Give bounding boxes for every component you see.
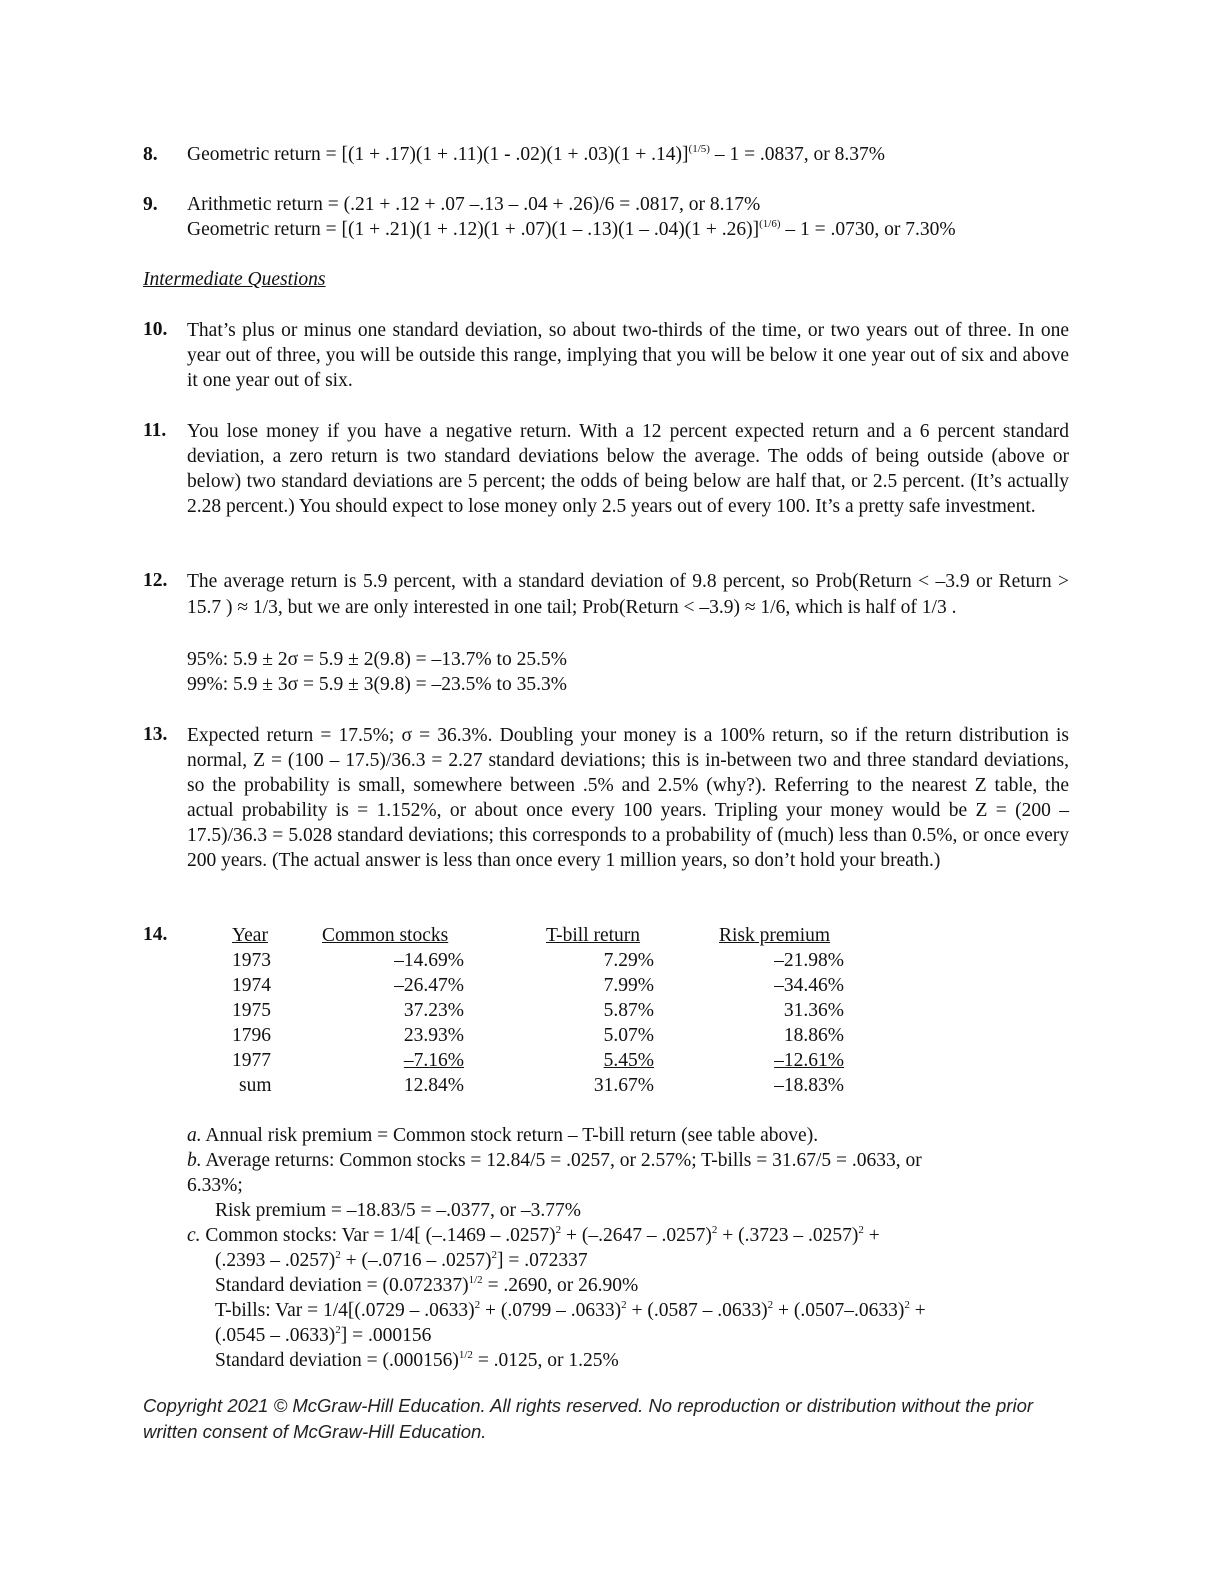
table-cell-stocks: 37.23% [403, 1000, 464, 1021]
table-cell-tbill: 5.87% [603, 1000, 654, 1021]
answer-14c-stocks-var: c. Common stocks: Var = 1/4[ (–.1469 – .0257)$^2$ + (–.2647 – .0257)$^2$ + (.3723 – .0257)$^2$ + [187, 1224, 880, 1246]
table-cell-premium: 18.86% [783, 1025, 844, 1046]
answer-10: That’s plus or minus one standard deviation, so about two-thirds of the time, or two years out of three. In one year out of three, you will be outside this range, implying that you will be below it one year out of six and above it one year out of six. [187, 320, 1069, 391]
answer-14b: b. Average returns: Common stocks = 12.84/5 = .0257, or 2.57%; T-bills = 31.67/5 = .0633, or [187, 1150, 922, 1171]
section-heading: Intermediate Questions [143, 269, 326, 290]
question-number-13: 13. [143, 724, 168, 745]
answer-14b-cont: 6.33%; [187, 1175, 243, 1196]
table-cell-tbill: 7.29% [603, 950, 654, 971]
table-cell-year: 1796 [232, 1025, 271, 1046]
question-number-12: 12. [143, 570, 168, 591]
table-cell-premium: –12.61% [774, 1050, 844, 1071]
answer-12-95: 95%: 5.9 ± 2σ = 5.9 ± 2(9.8) = –13.7% to 25.5% [187, 649, 567, 670]
table-cell-year: 1975 [232, 1000, 271, 1021]
question-number-8: 8. [143, 144, 158, 165]
answer-14c-stocks-var-cont: (.2393 – .0257)$^2$ + (–.0716 – .0257)$^2$] = .072337 [215, 1249, 588, 1271]
answer-13: Expected return = 17.5%; σ = 36.3%. Doubling your money is a 100% return, so if the return distribution is normal, Z = (100 – 17.5)/36.3 = 2.27 standard deviations; this is in-between two and three standard deviations, so the probability is small, somewhere between .5% and 2.5% (why?). Referring to the nearest Z table, the actual probability is = 1.152%, or about once every 100 years. Tripling your money would be Z = (200 – 17.5)/36.3 = 5.028 standard deviations; this corresponds to a probability of (much) less than 0.5%, or once every 200 years. (The actual answer is less than once every 1 million years, so don’t hold your breath.) [187, 725, 1069, 871]
answer-14a: a. Annual risk premium = Common stock return – T-bill return (see table above). [187, 1125, 819, 1146]
table-header-tbill: T-bill return [546, 925, 641, 946]
answer-14c-stocks-sd: Standard deviation = $(0.072337)^{1/2} = .2690$, or 26.90% [215, 1274, 639, 1296]
table-cell-stocks: –7.16% [403, 1050, 464, 1071]
answer-12: The average return is 5.9 percent, with a standard deviation of 9.8 percent, so Prob(Return < –3.9 or Return > 15.7 ) ≈ 1/3, but we are only interested in one tail; Prob(Return < –3.9) ≈ 1/6, which is half of 1/3 . [187, 571, 1069, 618]
table-cell-stocks: –14.69% [394, 950, 464, 971]
table-cell-premium: –18.83% [774, 1075, 844, 1096]
question-number-9: 9. [143, 194, 158, 215]
table-cell-premium: 31.36% [783, 1000, 844, 1021]
table-cell-year: 1973 [232, 950, 271, 971]
question-number-11: 11. [143, 420, 167, 441]
table-cell-tbill: 5.07% [603, 1025, 654, 1046]
answer-14c-tbills-sd: Standard deviation = $(.000156)^{1/2} = .0125$, or 1.25% [215, 1349, 619, 1371]
answer-12-99: 99%: 5.9 ± 3σ = 5.9 ± 3(9.8) = –23.5% to 35.3% [187, 674, 567, 695]
table-cell-stocks: 12.84% [403, 1075, 464, 1096]
table-header-risk-premium: Risk premium [719, 925, 831, 946]
answer-14b-risk-premium: Risk premium = –18.83/5 = –.0377, or –3.77% [215, 1200, 581, 1221]
copyright-footer: Copyright 2021 © McGraw-Hill Education. All rights reserved. No reproduction or distribution without the prior written consent of McGraw-Hill Education. [143, 1395, 1034, 1442]
answer-11: You lose money if you have a negative return. With a 12 percent expected return and a 6 percent standard deviation, a zero return is two standard deviations below the average. The odds of being outside (above or below) two standard deviations are 5 percent; the odds of being below are half that, or 2.5 percent. (It’s actually 2.28 percent.) You should expect to lose money only 2.5 years out of every 100. It’s a pretty safe investment. [187, 421, 1069, 517]
table-cell-premium: –21.98% [774, 950, 844, 971]
table-cell-year: sum [239, 1075, 272, 1096]
table-cell-year: 1977 [232, 1050, 271, 1071]
question-number-10: 10. [143, 319, 168, 340]
answer-14c-tbills-var: T-bills: Var = $1/4[(.0729 - .0633)^2 + (.0799 - .0633)^2 + (.0587 - .0633)^2 + (.0507-.0633)^2$ + [215, 1299, 926, 1321]
table-cell-stocks: 23.93% [403, 1025, 464, 1046]
question-number-14: 14. [143, 924, 168, 945]
table-cell-year: 1974 [232, 975, 271, 996]
table-cell-stocks: –26.47% [394, 975, 464, 996]
answer-9-geometric: Geometric return = $[(1 + .21)(1 + .12)(1 + .07)(1 - .13)(1 - .04)(1 + .26)]^{(1/6)} - 1 = .0730$, or 7.30% [187, 218, 956, 240]
table-cell-tbill: 31.67% [593, 1075, 654, 1096]
table-cell-tbill: 5.45% [603, 1050, 654, 1071]
answer-8: Geometric return = $[(1 + .17)(1 + .11)(1 - .02)(1 + .03)(1 + .14)]^{(1/5)} - 1 = .0837$, or 8.37% [187, 143, 886, 165]
answer-14c-tbills-var-cont: (.0545 – .0633)$^2$] = .000156 [215, 1324, 432, 1346]
answer-9-arithmetic: Arithmetic return = (.21 + .12 + .07 –.13 – .04 + .26)/6 = .0817, or 8.17% [187, 194, 761, 215]
table-header-common-stocks: Common stocks [322, 925, 449, 946]
table-cell-premium: –34.46% [774, 975, 844, 996]
table-header-year: Year [232, 925, 268, 946]
table-cell-tbill: 7.99% [603, 975, 654, 996]
